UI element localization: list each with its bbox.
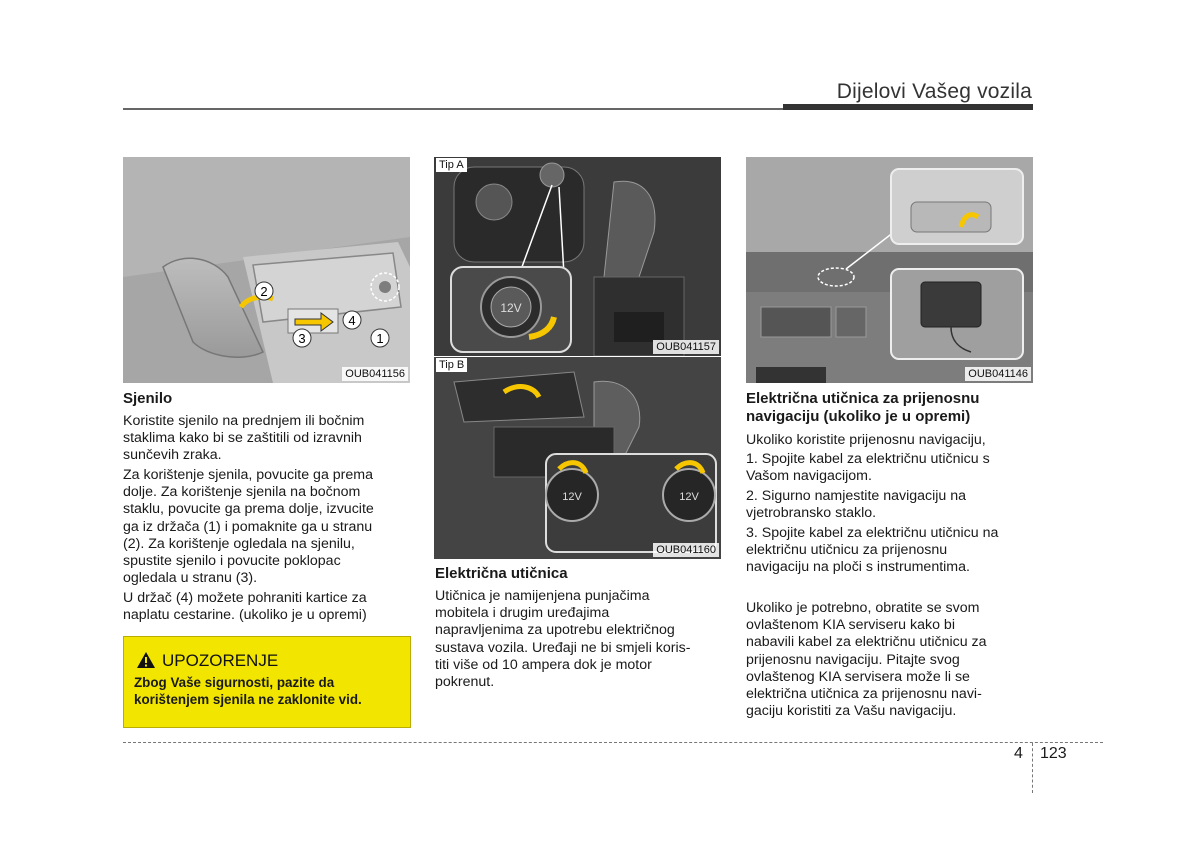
socket-tip-b-figure <box>434 357 721 559</box>
figure-code: OUB041156 <box>342 367 408 381</box>
warning-title: UPOZORENJE <box>162 651 279 670</box>
warning-box <box>123 636 411 728</box>
socket-tip-b-illustration <box>434 357 721 559</box>
socket-tip-a-figure <box>434 157 721 356</box>
footer-divider <box>123 742 1103 743</box>
sjenilo-paragraph-2: Za korištenje sjenila, povucite ga prema dolje. Za korištenje sjenila na bočnom staklu, povucite ga prema dolje, izvucite ga iz držača (1) i pomaknite ga u stranu (2). Za korištenje ogledala na sjenilu, spustite sjenilo i povucite poklopac ogledala u stranu (3). <box>123 467 374 587</box>
figure-code: OUB041146 <box>965 367 1031 381</box>
callout-2: 2 <box>260 284 268 299</box>
nav-intro: Ukoliko koristite prijenosnu navigaciju, <box>746 432 986 448</box>
socket-tip-a-illustration <box>434 157 721 356</box>
socket-label: 12V <box>500 301 522 315</box>
tip-b-label: Tip B <box>436 358 467 372</box>
socket-heading: Električna utičnica <box>435 565 568 582</box>
nav-heading: Električna utičnica za prijenosnu navigaciju (ukoliko je u opremi) <box>746 390 980 425</box>
navigation-illustration <box>746 157 1033 383</box>
nav-step-2: 2. Sigurno namjestite navigaciju na vjetrobransko staklo. <box>746 488 967 522</box>
warning-text: Zbog Vaše sigurnosti, pazite da korištenjem sjenila ne zaklonite vid. <box>134 675 362 707</box>
footer-divider-vertical <box>1032 743 1033 793</box>
warning-icon <box>136 651 156 669</box>
callout-3: 3 <box>298 331 306 346</box>
nav-note: Ukoliko je potrebno, obratite se svom ovlaštenom KIA serviseru kako bi nabavili kabel za električnu utičnicu za prijenosnu navigaciju. Pitajte svog ovlaštenog KIA servisera može li se električna utičnica za prijenosnu navi- gaciju koristiti za Vašu navigaciju. <box>746 600 987 720</box>
sjenilo-paragraph-1: Koristite sjenilo na prednjem ili bočnim staklima kako bi se zaštitili od izravnih sunčevih zraka. <box>123 413 365 464</box>
nav-step-3: 3. Spojite kabel za električnu utičnicu na električnu utičnicu za prijenosnu navigaciju na ploči s instrumentima. <box>746 525 999 576</box>
sunvisor-illustration <box>123 157 410 383</box>
header-rule <box>123 108 783 110</box>
tip-a-label: Tip A <box>436 158 467 172</box>
chapter-number: 4 <box>1014 745 1023 762</box>
page-number: 123 <box>1040 745 1067 762</box>
socket-label-left: 12V <box>562 491 582 503</box>
sjenilo-paragraph-3: U držač (4) možete pohraniti kartice za naplatu cestarine. (ukoliko je u opremi) <box>123 590 367 624</box>
figure-code: OUB041160 <box>653 543 719 557</box>
header-rule-accent <box>783 104 1033 110</box>
callout-4: 4 <box>348 313 356 328</box>
callout-1: 1 <box>376 331 384 346</box>
socket-label-right: 12V <box>679 491 699 503</box>
nav-step-1: 1. Spojite kabel za električnu utičnicu s Vašom navigacijom. <box>746 451 990 485</box>
figure-code: OUB041157 <box>653 340 719 354</box>
sjenilo-heading: Sjenilo <box>123 390 173 407</box>
navigation-figure <box>746 157 1033 383</box>
section-title: Dijelovi Vašeg vozila <box>836 80 1032 103</box>
sunvisor-figure <box>123 157 410 383</box>
socket-paragraph: Utičnica je namijenjena punjačima mobitela i drugim uređajima napravljenima za upotrebu električnog sustava vozila. Uređaji ne bi smjeli koris- titi više od 10 ampera dok je motor pokrenut. <box>435 588 691 691</box>
